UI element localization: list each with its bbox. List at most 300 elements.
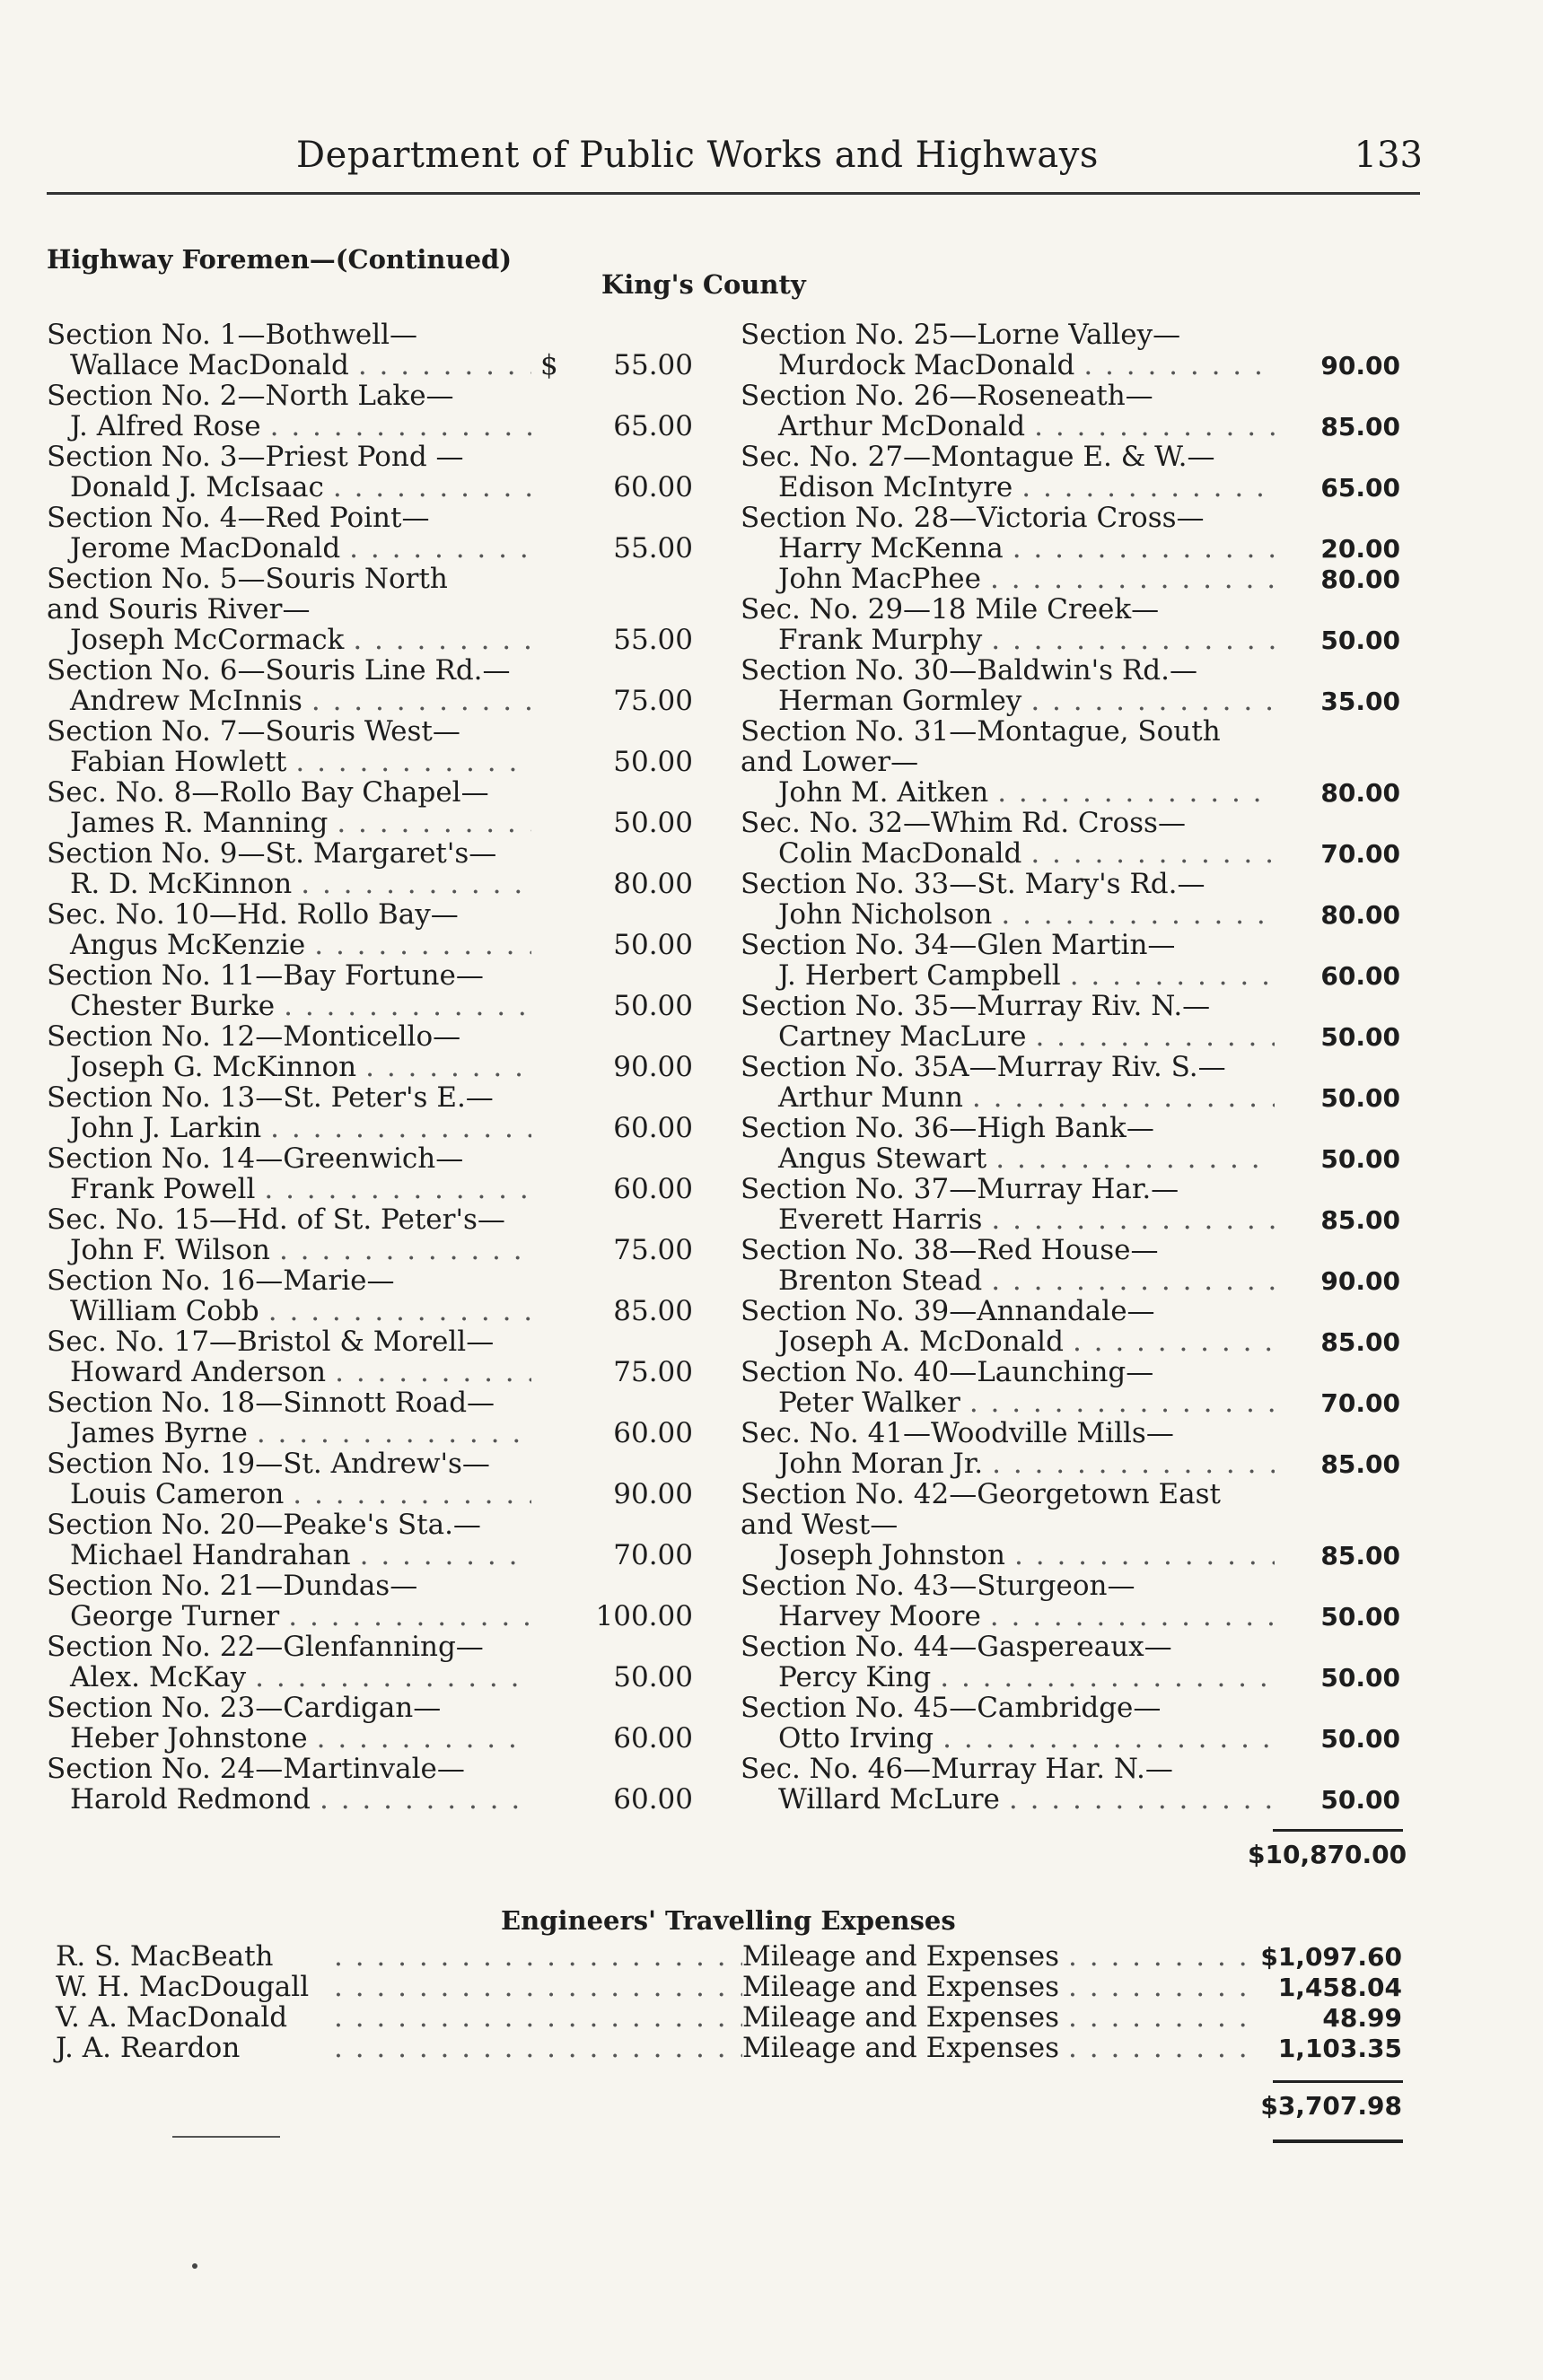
foreman-entry	[741, 869, 1400, 930]
amount: 65.00	[613, 410, 693, 442]
header-rule	[47, 192, 1420, 195]
engineers-list	[56, 1941, 1402, 2063]
currency-symbol: $	[540, 349, 558, 381]
foreman-line	[47, 1784, 693, 1815]
foreman-entry	[741, 319, 1400, 381]
section-label: Sec. No. 29—18 Mile Creek—	[741, 593, 1160, 626]
section-label: Section No. 14—Greenwich—	[47, 1142, 464, 1175]
foreman-name: George Turner	[70, 1600, 280, 1632]
amount: 50.00	[1320, 1602, 1400, 1632]
amount: 35.00	[1320, 687, 1400, 716]
foreman-line	[47, 472, 693, 503]
section-label: Section No. 19—St. Andrew's—	[47, 1448, 490, 1480]
foreman-name: Howard Anderson	[70, 1356, 327, 1388]
leader-dots	[334, 2002, 742, 2033]
amount: 85.00	[1320, 1327, 1400, 1357]
foreman-entry	[47, 777, 693, 838]
leader-dots	[990, 1601, 1275, 1632]
foreman-name: Jerome MacDonald	[70, 532, 341, 564]
leader-dots	[314, 930, 531, 960]
leader-dots	[353, 625, 531, 655]
leader-dots	[284, 991, 531, 1021]
foreman-entry	[47, 1143, 693, 1204]
foreman-line	[47, 747, 693, 777]
foreman-entry	[47, 1754, 693, 1815]
foreman-entry	[47, 899, 693, 960]
leader-dots	[333, 472, 531, 503]
foreman-entry	[741, 594, 1400, 655]
section-label: Section No. 45—Cambridge—	[741, 1692, 1162, 1724]
leader-dots	[264, 1174, 531, 1204]
amount: 80.00	[1320, 900, 1400, 930]
foreman-name: Fabian Howlett	[70, 746, 287, 778]
leader-dots	[1021, 472, 1275, 503]
leader-dots	[295, 747, 531, 777]
leader-dots	[270, 411, 531, 442]
foreman-name: R. D. McKinnon	[70, 868, 293, 900]
leader-dots	[360, 1540, 531, 1571]
leader-dots	[268, 1296, 531, 1326]
amount: 60.00	[613, 1783, 693, 1816]
leader-dots	[997, 777, 1275, 808]
page-number: 133	[1354, 135, 1423, 176]
foreman-name: Joseph G. McKinnon	[70, 1051, 357, 1083]
engineers-total: $3,707.98	[1260, 2091, 1402, 2121]
foreman-entry	[47, 1693, 693, 1754]
engineer-name: V. A. MacDonald	[56, 2001, 288, 2034]
amount: 60.00	[613, 1173, 693, 1205]
foreman-line	[741, 1662, 1400, 1693]
foreman-line	[741, 777, 1400, 808]
right-column	[741, 319, 1400, 1815]
leader-dots	[311, 686, 531, 716]
foreman-name: Heber Johnstone	[70, 1722, 308, 1754]
expense-description: Mileage and Expenses	[742, 1940, 1060, 1973]
amount: 50.00	[1320, 1663, 1400, 1693]
leader-dots	[1068, 1941, 1251, 1972]
leader-dots	[334, 1941, 742, 1972]
foreman-name: Frank Powell	[70, 1173, 256, 1205]
amount: 55.00	[613, 349, 693, 381]
leader-dots	[358, 350, 531, 381]
section-label: Section No. 28—Victoria Cross—	[741, 502, 1205, 534]
foreman-line	[47, 808, 693, 838]
total-rule	[1273, 2080, 1403, 2083]
amount: 60.00	[613, 1112, 693, 1144]
leader-dots	[320, 1784, 531, 1815]
foreman-name: Wallace MacDonald	[70, 349, 349, 381]
section-label: Section No. 44—Gaspereaux—	[741, 1631, 1172, 1663]
foreman-line	[741, 1082, 1400, 1113]
section-label: Section No. 16—Marie—	[47, 1264, 395, 1297]
amount: 75.00	[613, 1356, 693, 1388]
foreman-name: Willard McLure	[778, 1783, 1000, 1816]
amount: 70.00	[613, 1539, 693, 1571]
foreman-entry	[741, 1235, 1400, 1296]
leader-dots	[335, 1357, 531, 1387]
leader-dots	[1035, 1021, 1275, 1052]
amount: 85.00	[1320, 1205, 1400, 1235]
leader-dots	[301, 869, 531, 899]
amount: 50.00	[613, 929, 693, 961]
foreman-name: Harold Redmond	[70, 1783, 311, 1816]
section-label: Section No. 2—North Lake—	[47, 380, 454, 412]
leader-dots	[255, 1662, 531, 1693]
section-label: Sec. No. 8—Rollo Bay Chapel—	[47, 776, 489, 809]
leader-dots	[1014, 1540, 1275, 1571]
amount: 20.00	[1320, 534, 1400, 564]
foreman-entry	[741, 1632, 1400, 1693]
stray-rule	[172, 2136, 280, 2138]
foreman-name: J. Herbert Campbell	[778, 959, 1061, 992]
expense-amount: $1,097.60	[1260, 1942, 1402, 1972]
foreman-name: Angus McKenzie	[70, 929, 306, 961]
section-label: Section No. 43—Sturgeon—	[741, 1570, 1135, 1602]
foreman-line	[47, 1723, 693, 1754]
section-label-cont: and West—	[741, 1509, 899, 1541]
foreman-line	[47, 991, 693, 1021]
foreman-name: Cartney MacLure	[778, 1020, 1027, 1053]
foreman-entry	[47, 1448, 693, 1509]
expense-amount: 1,458.04	[1277, 1973, 1402, 2002]
foreman-name: John MacPhee	[778, 563, 981, 595]
foreman-entry	[741, 1357, 1400, 1418]
foreman-line	[741, 1326, 1400, 1357]
leader-dots	[992, 1448, 1275, 1479]
amount: 50.00	[613, 990, 693, 1022]
amount: 50.00	[1320, 1022, 1400, 1052]
foreman-entry	[741, 1052, 1400, 1113]
leader-dots	[991, 625, 1275, 655]
foreman-line	[741, 625, 1400, 655]
foreman-entry	[47, 1265, 693, 1326]
foreman-entry	[47, 1082, 693, 1143]
section-label: Section No. 30—Baldwin's Rd.—	[741, 654, 1197, 687]
foremen-total: $10,870.00	[1248, 1840, 1407, 1869]
section-label: Section No. 24—Martinvale—	[47, 1753, 465, 1785]
leader-dots	[1083, 350, 1275, 381]
section-label: Section No. 38—Red House—	[741, 1234, 1159, 1266]
foreman-entry	[47, 1387, 693, 1448]
leader-dots	[990, 564, 1275, 594]
section-label: Section No. 4—Red Point—	[47, 502, 430, 534]
foreman-line	[47, 411, 693, 442]
foreman-name: Arthur Munn	[778, 1081, 963, 1114]
foreman-line	[47, 1418, 693, 1448]
section-label: Section No. 42—Georgetown East	[741, 1478, 1221, 1510]
foreman-entry	[47, 1632, 693, 1693]
leader-dots	[969, 1387, 1275, 1418]
amount: 50.00	[613, 1661, 693, 1693]
foreman-entry	[741, 1174, 1400, 1235]
section-label: Sec. No. 17—Bristol & Morell—	[47, 1326, 495, 1358]
foreman-name: James R. Manning	[70, 807, 329, 839]
foreman-line	[47, 1296, 693, 1326]
leader-dots	[270, 1113, 531, 1143]
amount: 100.00	[595, 1600, 693, 1632]
amount: 60.00	[613, 1722, 693, 1754]
foreman-entry	[741, 930, 1400, 991]
amount: 65.00	[1320, 473, 1400, 503]
foreman-name: Michael Handrahan	[70, 1539, 351, 1571]
leader-dots	[337, 808, 531, 838]
amount: 85.00	[1320, 1449, 1400, 1479]
engineer-row	[56, 2002, 1402, 2033]
foreman-entry	[47, 1326, 693, 1387]
foreman-name: John Moran Jr.	[778, 1448, 984, 1480]
leader-dots	[317, 1723, 531, 1754]
foreman-name: Peter Walker	[778, 1387, 960, 1419]
engineer-row	[56, 1941, 1402, 1972]
amount: 55.00	[613, 532, 693, 564]
section-label: Sec. No. 32—Whim Rd. Cross—	[741, 807, 1186, 839]
section-label: Section No. 23—Cardigan—	[47, 1692, 442, 1724]
section-label: Section No. 5—Souris North	[47, 563, 448, 595]
section-label: Section No. 35—Murray Riv. N.—	[741, 990, 1211, 1022]
engineers-heading: Engineers' Travelling Expenses	[501, 1905, 956, 1936]
section-label: Sec. No. 27—Montague E. & W.—	[741, 441, 1215, 473]
section-label: Section No. 18—Sinnott Road—	[47, 1387, 495, 1419]
section-label: Section No. 39—Annandale—	[741, 1295, 1155, 1327]
stray-mark	[192, 2263, 197, 2269]
leader-dots	[1030, 686, 1275, 716]
foreman-entry	[741, 1113, 1400, 1174]
amount: 50.00	[1320, 1785, 1400, 1815]
foreman-name: Arthur McDonald	[778, 410, 1026, 442]
leader-dots	[1068, 2002, 1258, 2033]
foreman-line	[741, 960, 1400, 991]
foreman-line	[47, 686, 693, 716]
amount: 85.00	[1320, 1541, 1400, 1571]
engineer-name: W. H. MacDougall	[56, 1971, 310, 2003]
leader-dots	[1030, 838, 1275, 869]
amount: 85.00	[613, 1295, 693, 1327]
amount: 50.00	[613, 807, 693, 839]
amount: 75.00	[613, 685, 693, 717]
foreman-line	[47, 1662, 693, 1693]
foreman-name: William Cobb	[70, 1295, 259, 1327]
foreman-entry	[47, 655, 693, 716]
foreman-name: Donald J. McIsaac	[70, 471, 324, 503]
foreman-line	[741, 533, 1400, 564]
foreman-line	[47, 1235, 693, 1265]
leader-dots	[1073, 1326, 1275, 1357]
expense-description: Mileage and Expenses	[742, 1971, 1060, 2003]
section-label: Section No. 11—Bay Fortune—	[47, 959, 484, 992]
foreman-line	[741, 472, 1400, 503]
foreman-name: James Byrne	[70, 1417, 248, 1449]
foreman-entry	[741, 1693, 1400, 1754]
foreman-line	[741, 686, 1400, 716]
foreman-name: Brenton Stead	[778, 1264, 983, 1297]
foreman-line	[47, 930, 693, 960]
foreman-name: Alex. McKay	[70, 1661, 247, 1693]
leader-dots	[334, 2033, 742, 2063]
amount: 50.00	[1320, 1724, 1400, 1754]
foreman-entry	[47, 1204, 693, 1265]
foreman-name: Murdock MacDonald	[778, 349, 1075, 381]
foreman-name: John Nicholson	[778, 898, 993, 931]
leader-dots	[991, 1265, 1275, 1296]
section-label: Section No. 35A—Murray Riv. S.—	[741, 1051, 1226, 1083]
foreman-entry	[47, 319, 693, 381]
amount: 50.00	[1320, 1144, 1400, 1174]
foreman-line	[741, 411, 1400, 442]
foreman-entry	[741, 381, 1400, 442]
expense-description: Mileage and Expenses	[742, 2001, 1060, 2034]
foreman-name: Harry McKenna	[778, 532, 1004, 564]
foreman-line	[47, 1113, 693, 1143]
left-column	[47, 319, 693, 1815]
expense-amount: 1,103.35	[1277, 2034, 1402, 2063]
section-label: Section No. 13—St. Peter's E.—	[47, 1081, 494, 1114]
amount: 80.00	[1320, 564, 1400, 594]
amount: 90.00	[1320, 1266, 1400, 1296]
foreman-line	[741, 1723, 1400, 1754]
foreman-entry	[47, 503, 693, 564]
amount: 70.00	[1320, 839, 1400, 869]
foreman-entry	[47, 442, 693, 503]
foreman-entry	[741, 1418, 1400, 1479]
amount: 50.00	[1320, 626, 1400, 655]
foreman-entry	[47, 1509, 693, 1571]
foreman-name: Frank Murphy	[778, 624, 983, 656]
foreman-line	[741, 350, 1400, 381]
leader-dots	[288, 1601, 531, 1632]
foreman-name: Joseph A. McDonald	[778, 1326, 1064, 1358]
section-label: Section No. 9—St. Margaret's—	[47, 837, 497, 870]
foreman-line	[47, 1357, 693, 1387]
foreman-line	[741, 1204, 1400, 1235]
section-label: Sec. No. 46—Murray Har. N.—	[741, 1753, 1173, 1785]
foreman-name: Everett Harris	[778, 1203, 983, 1236]
foreman-name: J. Alfred Rose	[70, 410, 261, 442]
section-label: Section No. 21—Dundas—	[47, 1570, 418, 1602]
foreman-name: Chester Burke	[70, 990, 276, 1022]
amount: 60.00	[613, 471, 693, 503]
section-label: Sec. No. 10—Hd. Rollo Bay—	[47, 898, 459, 931]
leader-dots	[365, 1052, 531, 1082]
amount: 55.00	[613, 624, 693, 656]
amount: 75.00	[613, 1234, 693, 1266]
foreman-name: John M. Aitken	[778, 776, 989, 809]
engineer-name: R. S. MacBeath	[56, 1940, 274, 1973]
foreman-entry	[741, 716, 1400, 808]
engineer-name: J. A. Reardon	[56, 2032, 241, 2064]
engineer-row	[56, 2033, 1402, 2063]
section-label: Section No. 6—Souris Line Rd.—	[47, 654, 511, 687]
foreman-line	[741, 1448, 1400, 1479]
foreman-entry	[741, 655, 1400, 716]
leader-dots	[1034, 411, 1275, 442]
foreman-entry	[47, 960, 693, 1021]
foreman-line	[741, 1143, 1400, 1174]
engineer-row	[56, 1972, 1402, 2002]
foreman-line	[741, 1387, 1400, 1418]
foreman-name: Colin MacDonald	[778, 837, 1022, 870]
expense-description: Mileage and Expenses	[742, 2032, 1060, 2064]
section-label: Section No. 1—Bothwell—	[47, 319, 418, 351]
section-label: Section No. 26—Roseneath—	[741, 380, 1153, 412]
foreman-line	[47, 1479, 693, 1509]
leader-dots	[995, 1143, 1275, 1174]
foreman-name: Harvey Moore	[778, 1600, 981, 1632]
foreman-line	[741, 1265, 1400, 1296]
leader-dots	[991, 1204, 1275, 1235]
foreman-entry	[47, 564, 693, 655]
foreman-entry	[47, 381, 693, 442]
amount: 80.00	[1320, 778, 1400, 808]
foreman-entry	[47, 838, 693, 899]
section-label: Section No. 22—Glenfanning—	[47, 1631, 484, 1663]
foreman-name: John J. Larkin	[70, 1112, 262, 1144]
section-label: Section No. 34—Glen Martin—	[741, 929, 1176, 961]
amount: 70.00	[1320, 1388, 1400, 1418]
foreman-entry	[741, 503, 1400, 594]
section-label: Section No. 31—Montague, South	[741, 715, 1221, 748]
leader-dots	[1068, 1972, 1258, 2002]
foreman-entry	[47, 716, 693, 777]
total-rule	[1273, 1829, 1403, 1832]
leader-dots	[349, 533, 531, 564]
foreman-entry	[741, 1571, 1400, 1632]
foreman-line	[741, 1021, 1400, 1052]
leader-dots	[257, 1418, 531, 1448]
amount: 50.00	[1320, 1083, 1400, 1113]
leader-dots	[1070, 960, 1275, 991]
foreman-name: Joseph Johnston	[778, 1539, 1006, 1571]
section-label: Sec. No. 15—Hd. of St. Peter's—	[47, 1203, 505, 1236]
foreman-entry	[741, 1296, 1400, 1357]
amount: 90.00	[613, 1478, 693, 1510]
foreman-entry	[47, 1021, 693, 1082]
foreman-line	[47, 869, 693, 899]
leader-dots	[334, 1972, 742, 2002]
amount: 90.00	[613, 1051, 693, 1083]
foreman-line	[47, 1540, 693, 1571]
foreman-line	[741, 1540, 1400, 1571]
leader-dots	[1013, 533, 1275, 564]
leader-dots	[279, 1235, 531, 1265]
amount: 90.00	[1320, 351, 1400, 381]
leader-dots	[1001, 899, 1275, 930]
foreman-line	[741, 1601, 1400, 1632]
foreman-line	[741, 899, 1400, 930]
running-head: Department of Public Works and Highways	[296, 135, 1099, 176]
foreman-entry	[741, 1479, 1400, 1571]
leader-dots	[293, 1479, 531, 1509]
section-label: Section No. 33—St. Mary's Rd.—	[741, 868, 1205, 900]
section-label: Section No. 12—Monticello—	[47, 1020, 461, 1053]
foreman-name: Louis Cameron	[70, 1478, 285, 1510]
section-label: Section No. 20—Peake's Sta.—	[47, 1509, 481, 1541]
foreman-entry	[741, 808, 1400, 869]
foreman-line	[741, 838, 1400, 869]
foreman-line	[47, 1601, 693, 1632]
foreman-line	[47, 625, 693, 655]
foreman-line	[47, 350, 693, 381]
section-label: Section No. 25—Lorne Valley—	[741, 319, 1181, 351]
foreman-name: Percy King	[778, 1661, 932, 1693]
foreman-line	[47, 533, 693, 564]
amount: 50.00	[613, 746, 693, 778]
foreman-entry	[741, 442, 1400, 503]
section-label: Section No. 36—High Bank—	[741, 1112, 1154, 1144]
foreman-name: Otto Irving	[778, 1722, 934, 1754]
section-label-cont: and Souris River—	[47, 593, 311, 626]
amount: 80.00	[613, 868, 693, 900]
foreman-name: Herman Gormley	[778, 685, 1022, 717]
